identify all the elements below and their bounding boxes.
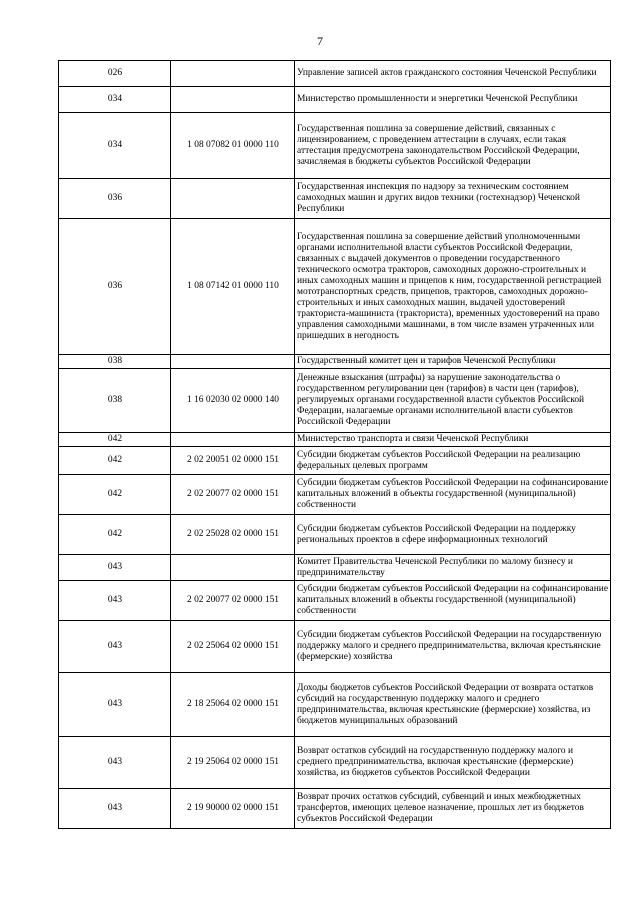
kbk-code-cell bbox=[171, 355, 295, 369]
kbk-code-cell: 2 02 20051 02 0000 151 bbox=[171, 447, 295, 475]
revenue-name-cell: Комитет Правительства Чеченской Республики по малому бизнесу и предпринимательству bbox=[295, 555, 611, 581]
revenue-name-cell: Субсидии бюджетам субъектов Российской Федерации на софинансирование капитальных вложений в объекты государственной (муниципальной) собственности bbox=[295, 475, 611, 515]
admin-code-cell: 026 bbox=[59, 61, 171, 87]
revenue-name-cell: Возврат остатков субсидий на государственную поддержку малого и среднего предпринимательства, включая крестьянские (фермерские) хозяйства, из бюджетов субъектов Российской Федерации bbox=[295, 737, 611, 789]
table-row bbox=[59, 515, 611, 555]
table-row bbox=[59, 355, 611, 369]
kbk-code-cell: 2 18 25064 02 0000 151 bbox=[171, 673, 295, 737]
table-row bbox=[59, 737, 611, 789]
page-number: 7 bbox=[317, 34, 323, 48]
revenue-name-cell: Доходы бюджетов субъектов Российской Федерации от возврата остатков субсидий на государственную поддержку малого и среднего предпринимательства, включая крестьянские (фермерские) хозяйства, из бюджетов муниципальных образований bbox=[295, 673, 611, 737]
revenue-name-cell: Министерство транспорта и связи Чеченской Республики bbox=[295, 433, 611, 447]
admin-code-cell: 042 bbox=[59, 447, 171, 475]
kbk-code-cell: 1 08 07082 01 0000 110 bbox=[171, 113, 295, 179]
budget-classification-table bbox=[58, 60, 611, 829]
admin-code-cell: 038 bbox=[59, 355, 171, 369]
kbk-code-cell bbox=[171, 87, 295, 113]
table-row bbox=[59, 447, 611, 475]
admin-code-cell: 034 bbox=[59, 113, 171, 179]
admin-code-cell: 043 bbox=[59, 673, 171, 737]
admin-code-cell: 043 bbox=[59, 555, 171, 581]
kbk-code-cell: 2 02 20077 02 0000 151 bbox=[171, 581, 295, 621]
table-row bbox=[59, 87, 611, 113]
kbk-code-cell: 2 02 25028 02 0000 151 bbox=[171, 515, 295, 555]
revenue-name-cell: Государственная пошлина за совершение действий уполномоченными органами исполнительной власти субъектов Российской Федерации, связанных с выдачей документов о проведении государственного технического осмотра тракторов, самоходных дорожно-строительных и иных самоходных машин и прицепов к ним, государственной регистрацией мототранспортных средств, прицепов, тракторов, самоходных дорожно-строительных и иных самоходных машин, выдачей удостоверений тракториста-машиниста (тракториста), временных удостоверений на право управления самоходными машинами, в том числе взамен утраченных или пришедших в негодность bbox=[295, 219, 611, 355]
kbk-code-cell bbox=[171, 433, 295, 447]
kbk-code-cell: 1 08 07142 01 0000 110 bbox=[171, 219, 295, 355]
kbk-code-cell bbox=[171, 179, 295, 219]
revenue-name-cell: Государственная инспекция по надзору за техническим состоянием самоходных машин и других видов техники (гостехнадзор) Чеченской Республики bbox=[295, 179, 611, 219]
admin-code-cell: 042 bbox=[59, 433, 171, 447]
admin-code-cell: 036 bbox=[59, 179, 171, 219]
revenue-name-cell: Управление записей актов гражданского состояния Чеченской Республики bbox=[295, 61, 611, 87]
revenue-name-cell: Государственный комитет цен и тарифов Чеченской Республики bbox=[295, 355, 611, 369]
table-row bbox=[59, 475, 611, 515]
admin-code-cell: 043 bbox=[59, 621, 171, 673]
table-row bbox=[59, 789, 611, 829]
kbk-code-cell: 2 19 25064 02 0000 151 bbox=[171, 737, 295, 789]
revenue-name-cell: Государственная пошлина за совершение действий, связанных с лицензированием, с проведением аттестации в случаях, если такая аттестация предусмотрена законодательством Российской Федерации, зачисляемая в бюджеты субъектов Российской Федерации bbox=[295, 113, 611, 179]
table-row bbox=[59, 433, 611, 447]
revenue-name-cell: Субсидии бюджетам субъектов Российской Федерации на поддержку региональных проектов в сфере информационных технологий bbox=[295, 515, 611, 555]
revenue-name-cell: Субсидии бюджетам субъектов Российской Федерации на государственную поддержку малого и среднего предпринимательства, включая крестьянские (фермерские) хозяйства bbox=[295, 621, 611, 673]
kbk-code-cell: 2 02 20077 02 0000 151 bbox=[171, 475, 295, 515]
revenue-name-cell: Денежные взыскания (штрафы) за нарушение законодательства о государственном регулировании цен (тарифов) в части цен (тарифов), регулируемых органами государственной власти субъектов Российской Федерации, налагаемые органами исполнительной власти субъектов Российской Федерации bbox=[295, 369, 611, 433]
admin-code-cell: 034 bbox=[59, 87, 171, 113]
table-row bbox=[59, 369, 611, 433]
table-row bbox=[59, 61, 611, 87]
admin-code-cell: 042 bbox=[59, 475, 171, 515]
admin-code-cell: 036 bbox=[59, 219, 171, 355]
table-row bbox=[59, 621, 611, 673]
table-row bbox=[59, 555, 611, 581]
kbk-code-cell bbox=[171, 61, 295, 87]
revenue-name-cell: Возврат прочих остатков субсидий, субвенций и иных межбюджетных трансфертов, имеющих целевое назначение, прошлых лет из бюджетов субъектов Российской Федерации bbox=[295, 789, 611, 829]
table-row bbox=[59, 219, 611, 355]
kbk-code-cell: 2 19 90000 02 0000 151 bbox=[171, 789, 295, 829]
table-row bbox=[59, 179, 611, 219]
revenue-name-cell: Министерство промышленности и энергетики Чеченской Республики bbox=[295, 87, 611, 113]
admin-code-cell: 043 bbox=[59, 581, 171, 621]
kbk-code-cell: 1 16 02030 02 0000 140 bbox=[171, 369, 295, 433]
revenue-name-cell: Субсидии бюджетам субъектов Российской Федерации на софинансирование капитальных вложений в объекты государственной (муниципальной) собственности bbox=[295, 581, 611, 621]
table-row bbox=[59, 673, 611, 737]
kbk-code-cell: 2 02 25064 02 0000 151 bbox=[171, 621, 295, 673]
admin-code-cell: 043 bbox=[59, 789, 171, 829]
kbk-code-cell bbox=[171, 555, 295, 581]
revenue-name-cell: Субсидии бюджетам субъектов Российской Федерации на реализацию федеральных целевых программ bbox=[295, 447, 611, 475]
admin-code-cell: 043 bbox=[59, 737, 171, 789]
admin-code-cell: 038 bbox=[59, 369, 171, 433]
table-row bbox=[59, 113, 611, 179]
table-row bbox=[59, 581, 611, 621]
admin-code-cell: 042 bbox=[59, 515, 171, 555]
